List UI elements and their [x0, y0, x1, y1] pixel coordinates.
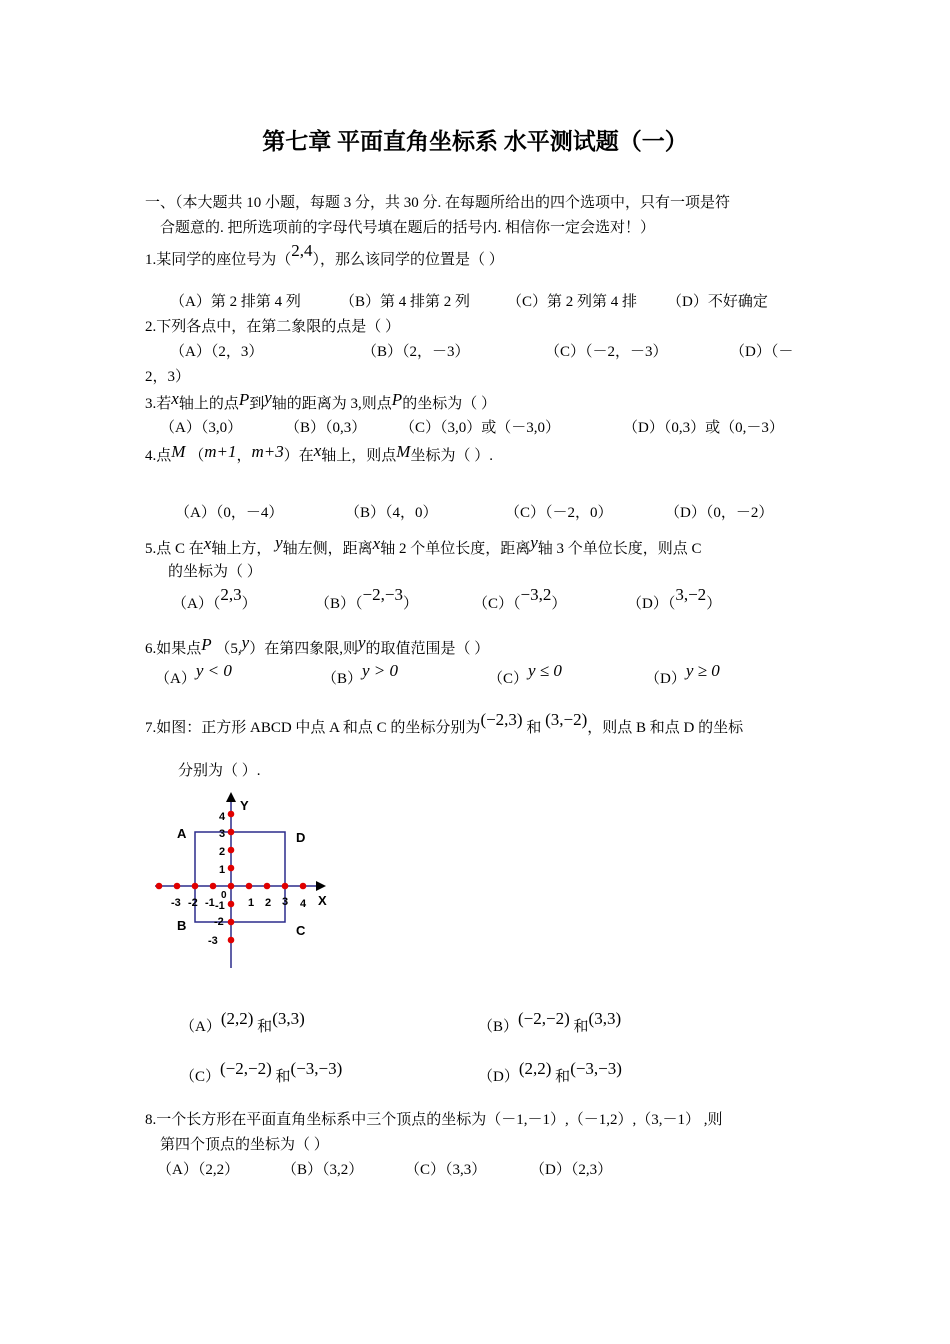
option-label: 和 [275, 1069, 291, 1085]
question-8: 8.一个长方形在平面直角坐标系中三个顶点的坐标为（－1,－1）,（－1,2）,（3,－1） ,则 [145, 1112, 723, 1128]
option-math: (−3,−3) [290, 1059, 343, 1078]
q8-option-c: （C）（3,3） [405, 1162, 487, 1178]
option-label: （C） [180, 1069, 221, 1085]
q5-text: 轴 2 个单位长度，距离 [380, 541, 531, 557]
y-axis-point [228, 811, 235, 818]
option-label: （D） [645, 671, 686, 687]
page-title: 第七章 平面直角坐标系 水平测试题（一） [262, 129, 688, 154]
option-math: 3,−2 [675, 585, 707, 604]
section-instructions-line1: 一、（本大题共 10 小题，每题 3 分，共 30 分. 在每题所给出的四个选项中，只有一项是符 [145, 195, 731, 211]
q1-stem: 1.某同学的座位号为（ [145, 252, 292, 268]
x-axis-point [264, 883, 271, 890]
question-2: 2.下列各点中，在第二象限的点是（ ） [145, 319, 401, 335]
x-tick: -2 [188, 897, 198, 909]
q6-text: ）在第四象限,则 [249, 641, 358, 657]
x-tick: 4 [300, 898, 307, 910]
option-label: （A） [155, 671, 196, 687]
q4-text: 4.点 [145, 448, 172, 464]
q3-text: 到 [249, 396, 265, 412]
q4-text: （ [189, 448, 205, 464]
vertex-label-d: D [296, 830, 306, 845]
q2-option-a: （A）（2，3） [170, 344, 264, 360]
q4-option-d: （D）（0，－2） [665, 505, 774, 521]
x-axis-label: X [318, 893, 327, 908]
var-m: M [396, 442, 411, 461]
option-math: y > 0 [362, 661, 399, 680]
y-tick: 2 [219, 846, 226, 858]
y-tick: 4 [219, 811, 226, 823]
option-label: （A）（ [172, 596, 221, 612]
option-math: y < 0 [195, 661, 232, 680]
q4-math: m+3 [251, 442, 284, 461]
q3-option-c: （C）（3,0）或（－3,0） [400, 420, 561, 436]
y-tick: -3 [208, 935, 218, 947]
option-label: （D） [478, 1069, 519, 1085]
q7-option-c [180, 1059, 343, 1087]
q2-option-d: （D）（－ [730, 344, 794, 360]
vertex-label-b: B [177, 918, 187, 933]
q1-option-d: （D）不好确定 [667, 294, 768, 310]
y-axis-point [228, 829, 235, 836]
q5-text: 轴左侧，距离 [282, 541, 373, 557]
q3-option-d: （D）（0,3）或（0,－3） [623, 420, 784, 436]
option-math: y ≥ 0 [685, 661, 720, 680]
q7-stem-line2: 分别为（ ）. [178, 763, 261, 779]
y-tick: -1 [215, 900, 225, 912]
option-label: （A） [180, 1019, 221, 1035]
q3-option-a: （A）（3,0） [160, 420, 243, 436]
x-tick: -3 [171, 897, 181, 909]
y-axis-point [228, 865, 235, 872]
q5-text: 5.点 C 在 [145, 541, 204, 557]
option-label: （B）（ [315, 596, 363, 612]
q7-math: (−2,3) [480, 710, 523, 729]
q5-text: 轴 3 个单位长度，则点 C [537, 541, 702, 557]
x-axis-point [228, 883, 235, 890]
y-axis-point [228, 847, 235, 854]
q7-math: (3,−2) [545, 710, 588, 729]
q7-option-a [180, 1009, 305, 1037]
q4-text: ）在 [283, 448, 314, 464]
var-m: M [171, 442, 186, 461]
q7-text: 和 [526, 720, 542, 736]
q7-text: 7.如图：正方形 ABCD 中点 A 和点 C 的坐标分别为 [145, 720, 481, 736]
x-tick: -1 [205, 897, 215, 909]
q4-text: 坐标为（ ）. [410, 448, 493, 464]
y-axis-point [228, 901, 235, 908]
q8-option-b: （B）（3,2） [282, 1162, 364, 1178]
q8-option-d: （D）（2,3） [530, 1162, 613, 1178]
x-tick: 0 [221, 890, 227, 901]
vertex-label-c: C [296, 923, 306, 938]
option-math: 2,3 [220, 585, 242, 604]
x-tick: 1 [248, 897, 255, 909]
y-axis-arrow-icon [226, 792, 236, 802]
q4-option-a: （A）（0，－4） [175, 505, 284, 521]
option-label: （D）（ [627, 596, 676, 612]
option-label: （B） [322, 671, 363, 687]
q7-option-b [478, 1009, 622, 1037]
q5-stem-line2: 的坐标为（ ） [168, 564, 262, 580]
var-p: P [238, 390, 250, 409]
option-label: 和 [555, 1069, 571, 1085]
option-math: (3,3) [272, 1009, 305, 1028]
q1-stem-end: ），那么该同学的位置是（ ） [312, 252, 504, 268]
option-label: （C）（ [473, 596, 521, 612]
x-tick: 3 [282, 896, 289, 908]
option-math: y ≤ 0 [528, 661, 562, 680]
option-math: (2,2) [220, 1009, 254, 1028]
option-label: （C） [488, 671, 529, 687]
q1-option-b: （B）第 4 排第 2 列 [340, 294, 471, 310]
q7-text: ，则点 B 和点 D 的坐标 [587, 720, 744, 736]
q7-option-d [478, 1059, 622, 1087]
var-x: x [372, 534, 381, 553]
option-label: ） [241, 596, 257, 612]
q3-text: 轴上的点 [178, 396, 239, 412]
y-axis-point [228, 937, 235, 944]
q4-text: 轴上，则点 [321, 448, 397, 464]
x-axis-point [210, 883, 217, 890]
option-label: 和 [573, 1019, 589, 1035]
q3-text: 的坐标为（ ） [402, 396, 496, 412]
var-x: x [203, 534, 212, 553]
vertex-label-a: A [177, 826, 187, 841]
var-y: y [241, 633, 250, 652]
var-y: y [264, 388, 272, 407]
option-math: −3,2 [520, 585, 552, 604]
var-y: y [275, 533, 283, 552]
section-instructions-line2: 合题意的. 把所选项前的字母代号填在题后的括号内. 相信你一定会选对！） [160, 220, 656, 236]
option-label: ） [551, 596, 567, 612]
x-axis-point [246, 883, 253, 890]
option-math: (−3,−3) [570, 1059, 622, 1078]
option-label: （B） [478, 1019, 519, 1035]
q1-option-a: （A）第 2 排第 4 列 [170, 294, 301, 310]
q4-option-c: （C）（－2，0） [505, 505, 613, 521]
option-label: 和 [257, 1019, 273, 1035]
var-p: P [391, 390, 403, 409]
q8-option-a: （A）（2,2） [157, 1162, 240, 1178]
x-axis-point [174, 883, 181, 890]
y-axis-label: Y [240, 798, 249, 813]
option-math: −2,−3 [362, 585, 403, 604]
option-math: (2,2) [518, 1059, 552, 1078]
q3-text: 轴的距离为 3,则点 [271, 396, 392, 412]
x-axis-point [192, 883, 199, 890]
y-axis-point [228, 919, 235, 926]
var-p: P [201, 635, 212, 654]
q4-option-b: （B）（4，0） [345, 505, 438, 521]
q2-option-d-wrap: 2，3） [145, 369, 191, 385]
option-math: (−2,−2) [220, 1059, 272, 1078]
q3-option-b: （B）（0,3） [285, 420, 367, 436]
option-label: ） [402, 596, 418, 612]
var-y: y [530, 533, 538, 552]
q1-option-c: （C）第 2 列第 4 排 [507, 294, 638, 310]
q6-text: 的取值范围是（ ） [365, 641, 490, 657]
q6-text: 6.如果点 [145, 641, 202, 657]
option-label: ） [706, 596, 722, 612]
q4-text: ， [236, 448, 252, 464]
q3-text: 3.若 [145, 396, 172, 412]
q4-math: m+1 [204, 442, 237, 461]
option-math: (−2,−2) [518, 1009, 570, 1028]
var-y: y [357, 633, 366, 652]
var-x: x [313, 441, 322, 460]
y-tick: -2 [214, 916, 224, 928]
x-axis-point [156, 883, 163, 890]
x-tick: 2 [265, 897, 272, 909]
y-tick: 1 [219, 864, 226, 876]
q6-text: （5, [215, 641, 242, 657]
x-axis-point [300, 883, 307, 890]
q2-option-c: （C）（－2，－3） [545, 344, 668, 360]
var-x: x [171, 389, 179, 408]
q1-math: 2,4 [291, 241, 313, 260]
x-axis-point [282, 883, 289, 890]
x-axis-arrow-icon [316, 881, 326, 891]
q2-option-b: （B）（2，－3） [362, 344, 470, 360]
q8-stem-line2: 第四个顶点的坐标为（ ） [160, 1137, 329, 1153]
y-tick: 3 [219, 828, 226, 840]
option-math: (3,3) [588, 1009, 622, 1028]
q5-text: 轴上方， [211, 541, 272, 557]
